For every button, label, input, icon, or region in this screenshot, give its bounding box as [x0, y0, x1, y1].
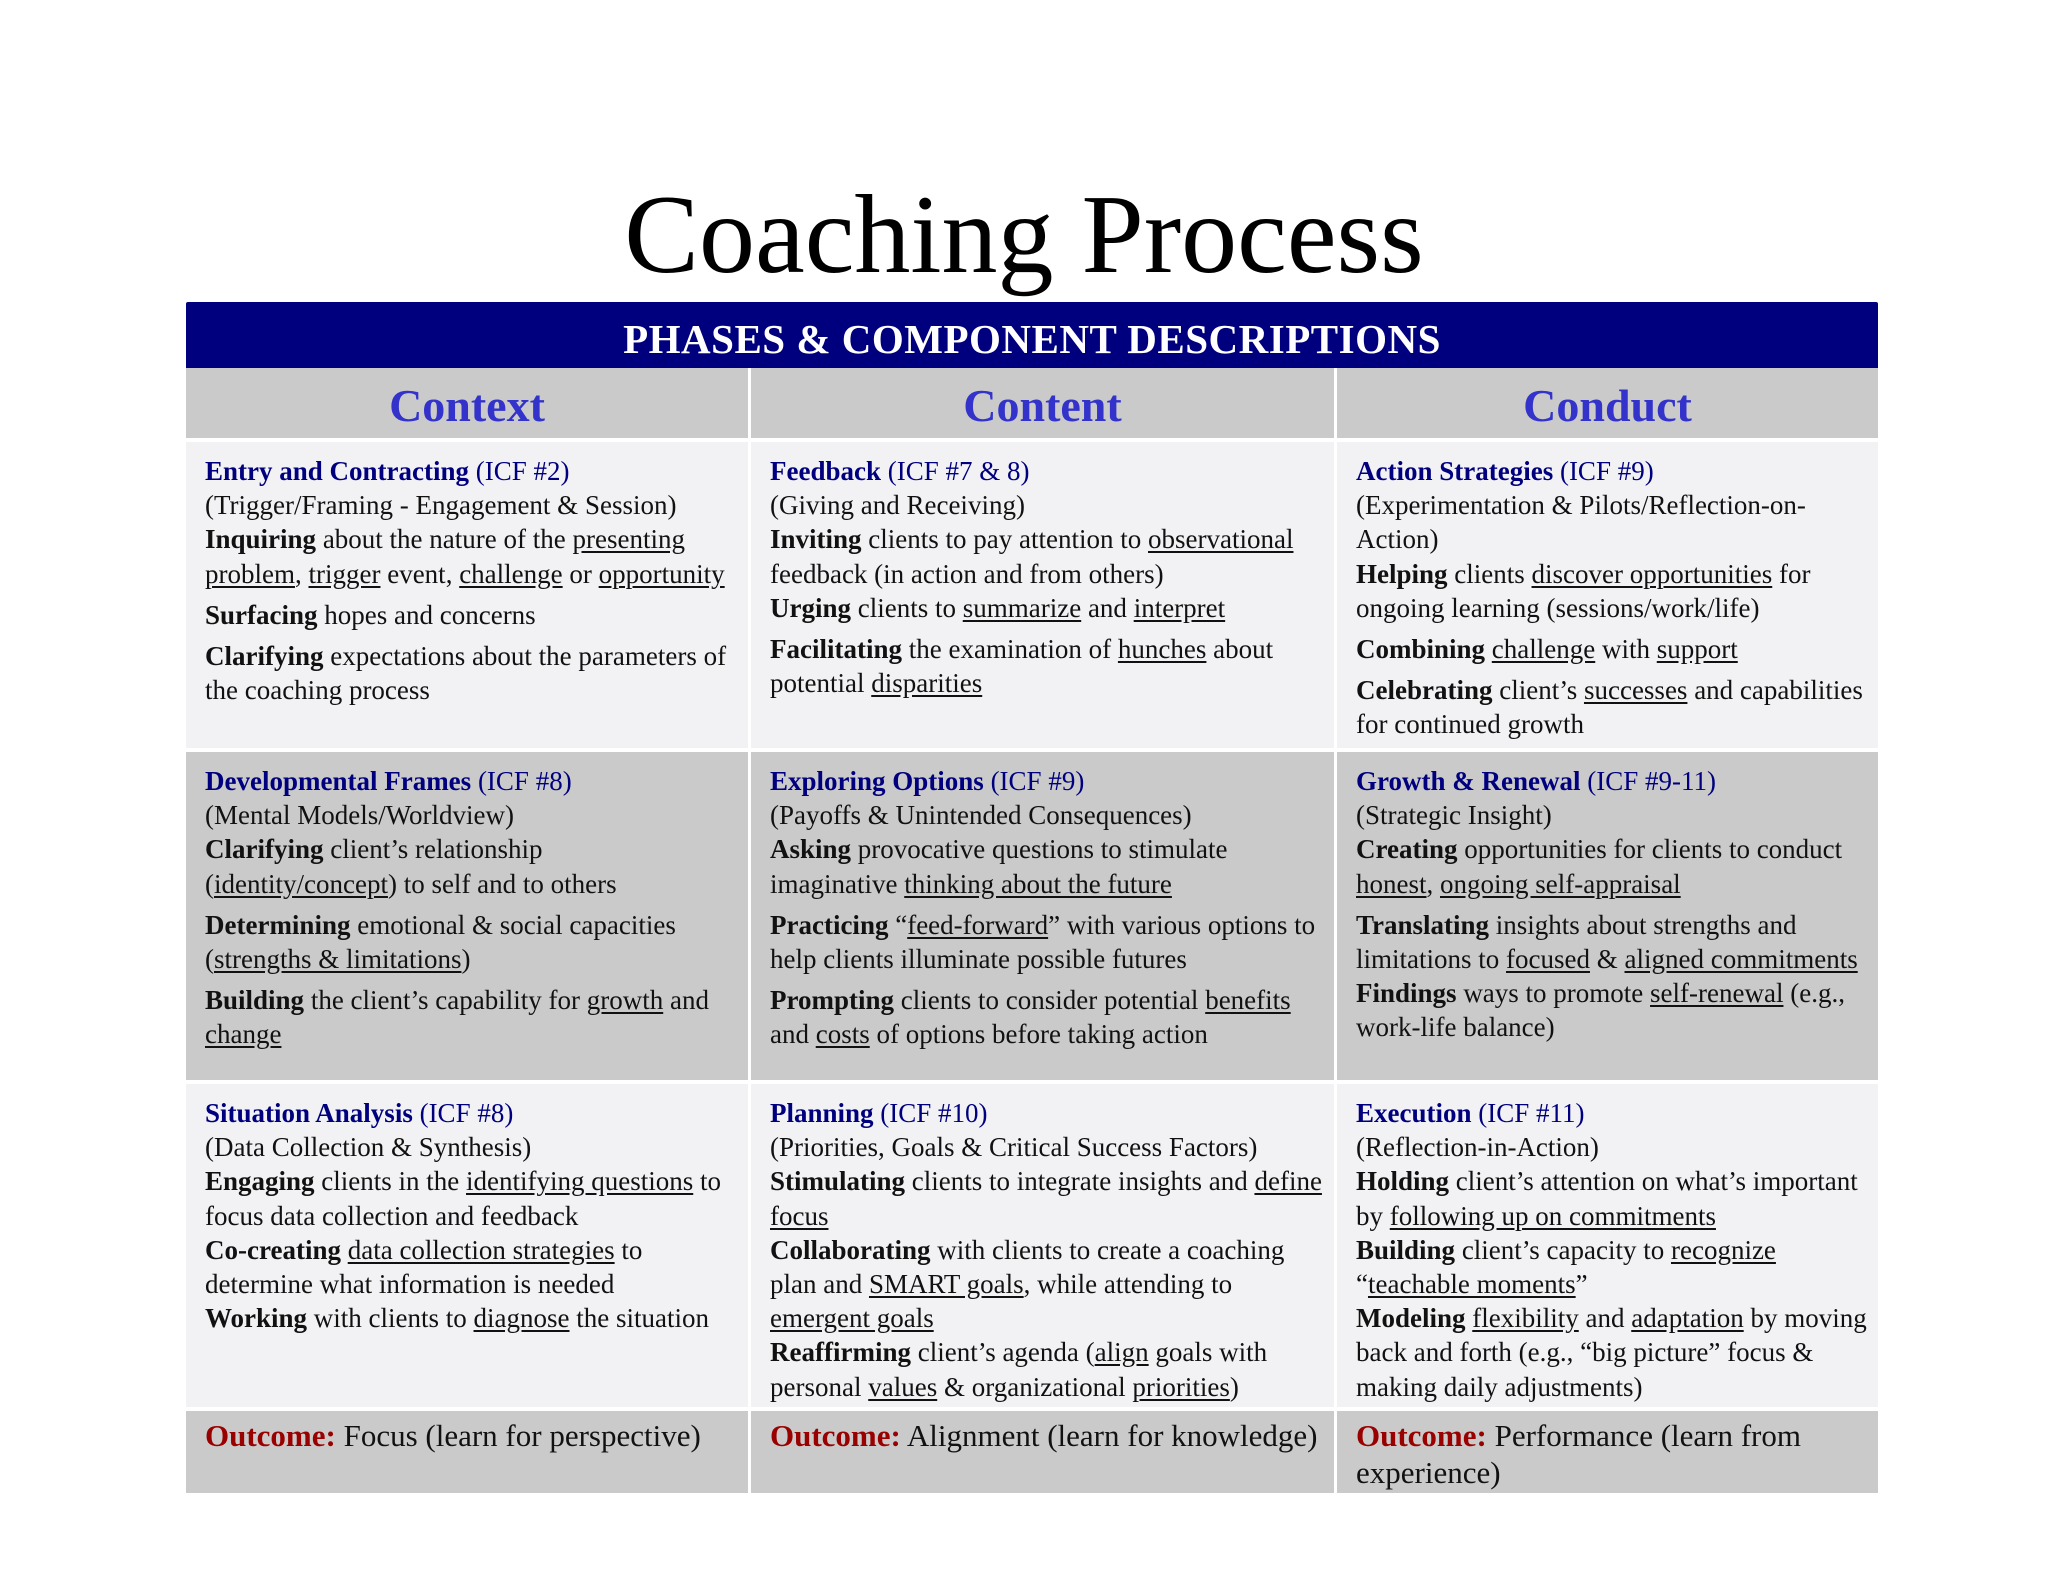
description-text: and — [770, 1019, 816, 1050]
description-text: clients to pay attention to — [861, 524, 1148, 555]
description-text: clients — [1447, 558, 1532, 589]
phase-cell-context-3 — [186, 1084, 748, 1407]
phase-name: Feedback — [770, 456, 881, 486]
icf-reference: (ICF #9-11) — [1587, 766, 1716, 796]
description-text: opportunities for clients to conduct — [1457, 834, 1843, 865]
coaching-process-table — [186, 368, 1878, 1493]
key-term: aligned commitments — [1624, 944, 1858, 975]
key-term: diagnose — [473, 1303, 570, 1334]
key-term: recognize — [1670, 1234, 1776, 1265]
icf-reference: (ICF #8) — [477, 766, 572, 796]
description-text: to determine what information is needed — [205, 1234, 643, 1300]
component-description — [770, 1335, 1324, 1403]
key-term: opportunity — [598, 558, 725, 589]
phase-heading — [770, 1096, 1324, 1130]
action-verb: Working — [205, 1303, 308, 1334]
description-text: to focus data collection and feedback — [205, 1166, 722, 1231]
phase-cell-context-2 — [186, 752, 748, 1080]
description-text: “ — [888, 909, 908, 940]
key-term: adaptation — [1631, 1303, 1744, 1334]
component-description — [205, 1164, 738, 1232]
key-term: successes — [1583, 675, 1688, 706]
outcome-label: Outcome: — [770, 1418, 901, 1453]
phase-heading — [770, 764, 1324, 798]
key-term: costs — [815, 1019, 870, 1050]
description-text: ) — [1229, 1371, 1239, 1402]
description-text: and — [1081, 592, 1134, 623]
outcome-label: Outcome: — [205, 1418, 336, 1453]
key-term: support — [1656, 634, 1738, 665]
icf-reference: (ICF #9) — [1559, 456, 1654, 486]
description-text: hopes and concerns — [317, 599, 536, 630]
description-text: with clients to create a coaching plan and — [770, 1234, 1285, 1300]
phase-heading — [1356, 1096, 1868, 1130]
description-text: expectations about the parameters of the coaching process — [205, 641, 727, 706]
component-description — [205, 522, 738, 590]
component-description — [1356, 976, 1868, 1044]
phase-heading — [770, 454, 1324, 488]
description-text — [1485, 634, 1492, 664]
phase-subtitle: (Trigger/Framing - Engagement & Session) — [205, 490, 677, 521]
outcome-context — [186, 1411, 748, 1493]
description-text: with — [1595, 634, 1657, 665]
description-text: (e.g., work-life balance) — [1356, 978, 1845, 1043]
icf-reference: (ICF #2) — [475, 456, 570, 486]
key-term: discover opportunities — [1531, 558, 1773, 589]
action-verb: Reaffirming — [770, 1337, 911, 1368]
component-description — [205, 1301, 738, 1335]
key-term: data collection strategies — [347, 1234, 615, 1265]
description-text: “ — [1356, 1269, 1368, 1300]
component-description — [770, 908, 1324, 976]
description-text: client’s agenda ( — [910, 1337, 1095, 1368]
action-verb: Surfacing — [205, 599, 318, 630]
description-text: ” with various options to help clients illuminate possible futures — [770, 909, 1316, 975]
action-verb: Translating — [1356, 909, 1490, 940]
phase-cell-content-3 — [751, 1084, 1334, 1407]
description-text: event, — [380, 558, 460, 589]
key-term: align — [1094, 1337, 1149, 1368]
action-verb: Practicing — [770, 909, 889, 940]
component-description — [1356, 1233, 1868, 1301]
action-verb: Findings — [1356, 978, 1457, 1009]
action-verb: Asking — [770, 834, 852, 865]
component-description — [205, 598, 738, 632]
key-term: hunches — [1117, 634, 1207, 665]
action-verb: Stimulating — [770, 1166, 906, 1197]
component-description — [1356, 1164, 1868, 1232]
description-text: client’s capacity to — [1455, 1234, 1671, 1265]
phase-cell-content-2 — [751, 752, 1334, 1080]
key-term: growth — [586, 985, 664, 1016]
description-text: or — [562, 558, 599, 589]
description-text — [341, 1235, 348, 1265]
component-description — [205, 639, 738, 707]
key-term: focused — [1506, 944, 1590, 975]
description-text: provocative questions to stimulate imaginative — [770, 834, 1228, 899]
phase-name: Entry and Contracting — [205, 456, 470, 486]
component-description — [770, 1164, 1324, 1232]
component-description — [770, 1233, 1324, 1336]
description-text: about the nature of the — [316, 524, 573, 555]
action-verb: Celebrating — [1356, 675, 1493, 706]
key-term: define focus — [770, 1166, 1322, 1231]
description-text: of options before taking action — [869, 1019, 1208, 1050]
key-term: strengths & limitations — [214, 944, 462, 975]
description-text: , — [294, 558, 309, 589]
icf-reference: (ICF #10) — [880, 1098, 988, 1128]
action-verb: Clarifying — [205, 834, 324, 865]
key-term: feed-forward — [907, 909, 1049, 940]
key-term: teachable moments — [1367, 1269, 1576, 1300]
component-description — [770, 983, 1324, 1051]
phase-subtitle: (Payoffs & Unintended Consequences) — [770, 800, 1192, 831]
outcome-label: Outcome: — [1356, 1418, 1487, 1453]
action-verb: Building — [205, 985, 305, 1016]
component-description — [1356, 1301, 1868, 1404]
icf-reference: (ICF #7 & 8) — [887, 456, 1030, 486]
description-text: ” — [1575, 1269, 1588, 1300]
key-term: honest — [1356, 868, 1427, 899]
key-term: identity/concept — [214, 868, 388, 899]
page-title: Coaching Process — [624, 173, 1424, 297]
action-verb: Helping — [1356, 558, 1448, 589]
action-verb: Creating — [1356, 834, 1458, 865]
column-header-conduct: Conduct — [1337, 368, 1878, 438]
action-verb: Modeling — [1356, 1303, 1466, 1334]
description-text: , while attending to — [1023, 1269, 1233, 1300]
phase-heading — [205, 1096, 738, 1130]
phase-subtitle: (Strategic Insight) — [1356, 800, 1552, 831]
component-description — [770, 591, 1324, 625]
key-term: ongoing self-appraisal — [1440, 868, 1681, 899]
outcome-text: Alignment (learn for knowledge) — [900, 1418, 1318, 1453]
description-text: clients in the — [314, 1166, 467, 1197]
key-term: benefits — [1205, 985, 1291, 1016]
action-verb: Engaging — [205, 1166, 315, 1197]
phase-cell-content-1 — [751, 442, 1334, 748]
action-verb: Inquiring — [205, 524, 317, 555]
key-term: self-renewal — [1650, 978, 1784, 1009]
phase-name: Execution — [1356, 1098, 1472, 1128]
action-verb: Co-creating — [205, 1234, 341, 1265]
description-text: insights about strengths and limitations to — [1356, 909, 1797, 975]
description-text: feedback (in action and from others) — [770, 558, 1164, 589]
component-description — [1356, 673, 1868, 741]
description-text: by moving back and forth (e.g., “big picture” focus & making daily adjustments) — [1356, 1303, 1867, 1402]
key-term: disparities — [871, 668, 983, 699]
key-term: observational — [1148, 524, 1294, 555]
phase-subtitle: (Priorities, Goals & Critical Success Factors) — [770, 1132, 1258, 1163]
phase-name: Growth & Renewal — [1356, 766, 1581, 796]
key-term: presenting problem — [205, 524, 685, 589]
outcome-text: Performance (learn from experience) — [1356, 1418, 1801, 1490]
key-term: change — [205, 1019, 282, 1050]
phase-cell-conduct-3 — [1337, 1084, 1878, 1407]
description-text: clients to integrate insights and — [905, 1166, 1255, 1197]
key-term: trigger — [308, 558, 381, 589]
description-text: ) to self and to others — [387, 868, 617, 899]
phase-name: Action Strategies — [1356, 456, 1554, 486]
description-text: & — [1589, 944, 1625, 975]
key-term: SMART goals — [868, 1269, 1024, 1300]
description-text: , — [1426, 868, 1440, 899]
key-term: priorities — [1132, 1371, 1230, 1402]
description-text: for ongoing learning (sessions/work/life) — [1356, 558, 1811, 623]
description-text: goals with personal — [770, 1337, 1268, 1402]
component-description — [205, 832, 738, 900]
component-description — [1356, 632, 1868, 666]
component-description — [770, 522, 1324, 590]
action-verb: Urging — [770, 592, 851, 623]
description-text: and capabilities for continued growth — [1356, 675, 1863, 740]
description-text: about potential — [770, 634, 1274, 699]
phase-subtitle: (Data Collection & Synthesis) — [205, 1132, 532, 1163]
key-term: interpret — [1133, 592, 1226, 623]
component-description — [205, 908, 738, 976]
phase-cell-conduct-1 — [1337, 442, 1878, 748]
key-term: identifying questions — [466, 1166, 694, 1197]
outcome-text: Focus (learn for perspective) — [335, 1418, 701, 1453]
action-verb: Facilitating — [770, 634, 902, 665]
outcome-content — [751, 1411, 1334, 1493]
action-verb: Building — [1356, 1234, 1456, 1265]
key-term: summarize — [962, 592, 1082, 623]
description-text: client’s — [1492, 675, 1584, 706]
description-text: the examination of — [901, 634, 1118, 665]
phase-heading — [1356, 454, 1868, 488]
phase-name: Developmental Frames — [205, 766, 472, 796]
action-verb: Collaborating — [770, 1234, 931, 1265]
key-term: values — [868, 1371, 938, 1402]
description-text: ways to promote — [1456, 978, 1651, 1009]
phase-subtitle: (Giving and Receiving) — [770, 490, 1025, 521]
phase-cell-conduct-2 — [1337, 752, 1878, 1080]
component-description — [1356, 832, 1868, 900]
component-description — [1356, 908, 1868, 976]
action-verb: Prompting — [770, 985, 895, 1016]
component-description — [205, 983, 738, 1051]
phase-heading — [1356, 764, 1868, 798]
description-text: and — [663, 985, 709, 1016]
description-text: client’s relationship ( — [205, 834, 543, 899]
component-description — [1356, 557, 1868, 625]
key-term: challenge — [1491, 634, 1596, 665]
action-verb: Inviting — [770, 524, 862, 555]
column-header-content: Content — [751, 368, 1334, 438]
phase-cell-context-1 — [186, 442, 748, 748]
icf-reference: (ICF #8) — [419, 1098, 514, 1128]
phase-subtitle: (Reflection-in-Action) — [1356, 1132, 1599, 1163]
outcome-conduct — [1337, 1411, 1878, 1493]
phase-subtitle: (Experimentation & Pilots/Reflection-on-Action) — [1356, 490, 1806, 555]
phase-name: Situation Analysis — [205, 1098, 413, 1128]
component-description — [770, 632, 1324, 700]
phase-subtitle: (Mental Models/Worldview) — [205, 800, 515, 831]
description-text: & organizational — [937, 1371, 1133, 1402]
description-text: with clients to — [307, 1303, 474, 1334]
description-text: clients to — [851, 592, 963, 623]
icf-reference: (ICF #9) — [990, 766, 1085, 796]
phase-heading — [205, 454, 738, 488]
action-verb: Determining — [205, 909, 351, 940]
table-banner: PHASES & COMPONENT DESCRIPTIONS — [186, 302, 1878, 368]
description-text: and — [1578, 1303, 1632, 1334]
icf-reference: (ICF #11) — [1478, 1098, 1585, 1128]
action-verb: Holding — [1356, 1166, 1450, 1197]
component-description — [205, 1233, 738, 1301]
description-text: ) — [461, 944, 471, 975]
phase-heading — [205, 764, 738, 798]
key-term: challenge — [459, 558, 563, 589]
description-text: emotional & social capacities ( — [205, 909, 676, 975]
phase-name: Exploring Options — [770, 766, 984, 796]
description-text: the client’s capability for — [304, 985, 587, 1016]
key-term: following up on commitments — [1389, 1200, 1716, 1231]
description-text: clients to consider potential — [894, 985, 1206, 1016]
column-header-context: Context — [186, 368, 748, 438]
phase-name: Planning — [770, 1098, 874, 1128]
key-term: flexibility — [1472, 1303, 1579, 1334]
action-verb: Clarifying — [205, 641, 324, 672]
action-verb: Combining — [1356, 634, 1486, 665]
description-text: client’s attention on what’s important by — [1356, 1166, 1858, 1231]
component-description — [770, 832, 1324, 900]
description-text: the situation — [569, 1303, 709, 1334]
key-term: thinking about the future — [904, 868, 1172, 899]
key-term: emergent goals — [770, 1303, 934, 1334]
